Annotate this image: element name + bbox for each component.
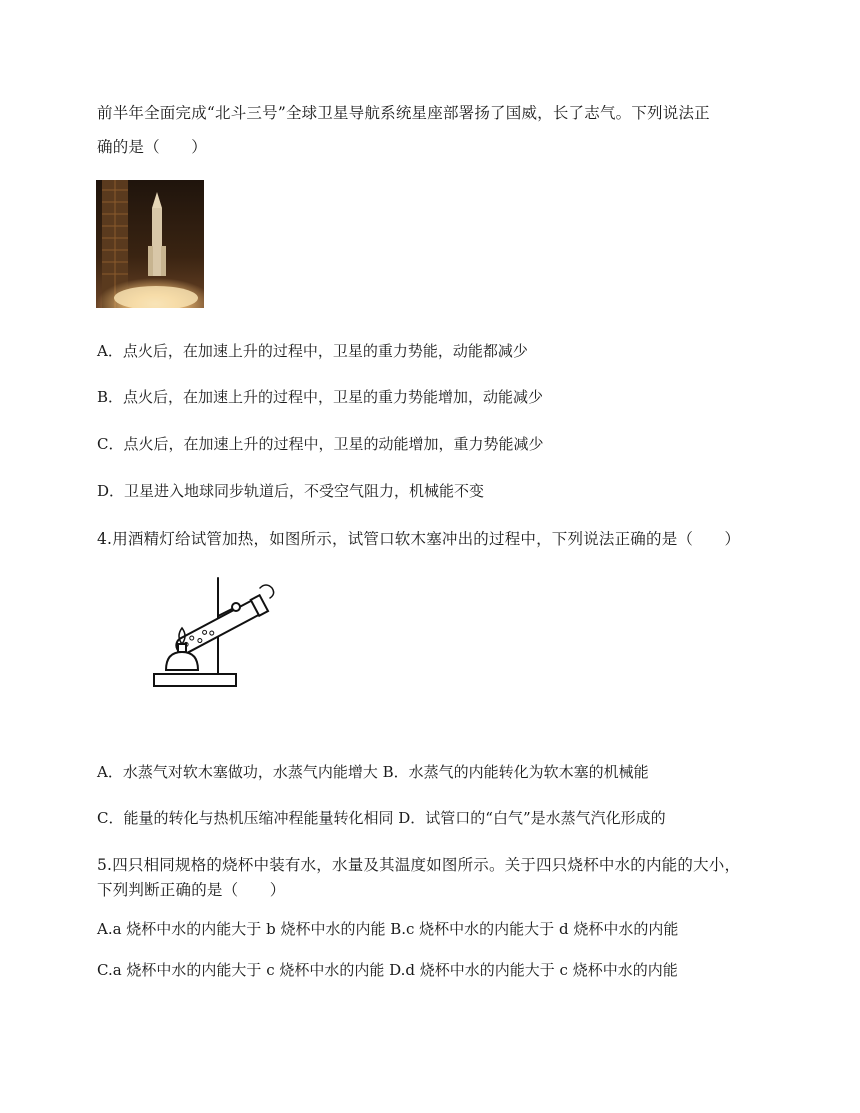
q4-stem: 4.用酒精灯给试管加热，如图所示，试管口软木塞冲出的过程中，下列说法正确的是（ ） <box>97 530 741 548</box>
q4-options-line1: A．水蒸气对软木塞做功，水蒸气内能增大 B．水蒸气的内能转化为软木塞的机械能 <box>97 763 649 781</box>
q3-option-c: C．点火后，在加速上升的过程中，卫星的动能增加，重力势能减少 <box>97 435 544 453</box>
q5-stem-line1: 5.四只相同规格的烧杯中装有水，水量及其温度如图所示。关于四只烧杯中水的内能的大小， <box>97 856 741 874</box>
q3-option-a: A．点火后，在加速上升的过程中，卫星的重力势能，动能都减少 <box>97 342 528 360</box>
q4-options-line2: C．能量的转化与热机压缩冲程能量转化相同 D．试管口的“白气”是水蒸气汽化形成的 <box>97 809 666 827</box>
q5-options-line2: C.a 烧杯中水的内能大于 c 烧杯中水的内能 D.d 烧杯中水的内能大于 c 烧杯中水的内能 <box>97 961 678 979</box>
q3-stem-line1: 前半年全面完成“北斗三号”全球卫星导航系统星座部署扬了国威，长了志气。下列说法正 <box>97 104 710 122</box>
test-tube-heating-diagram <box>150 574 275 694</box>
rocket-launch-image <box>96 180 204 308</box>
q3-stem-line2: 确的是（ ） <box>97 138 207 156</box>
q3-option-b: B．点火后，在加速上升的过程中，卫星的重力势能增加，动能减少 <box>97 388 544 406</box>
q5-options-line1: A.a 烧杯中水的内能大于 b 烧杯中水的内能 B.c 烧杯中水的内能大于 d 烧杯中水的内能 <box>97 920 679 938</box>
q5-stem-line2: 下列判断正确的是（ ） <box>97 881 286 899</box>
q3-option-d: D．卫星进入地球同步轨道后，不受空气阻力，机械能不变 <box>97 482 485 500</box>
